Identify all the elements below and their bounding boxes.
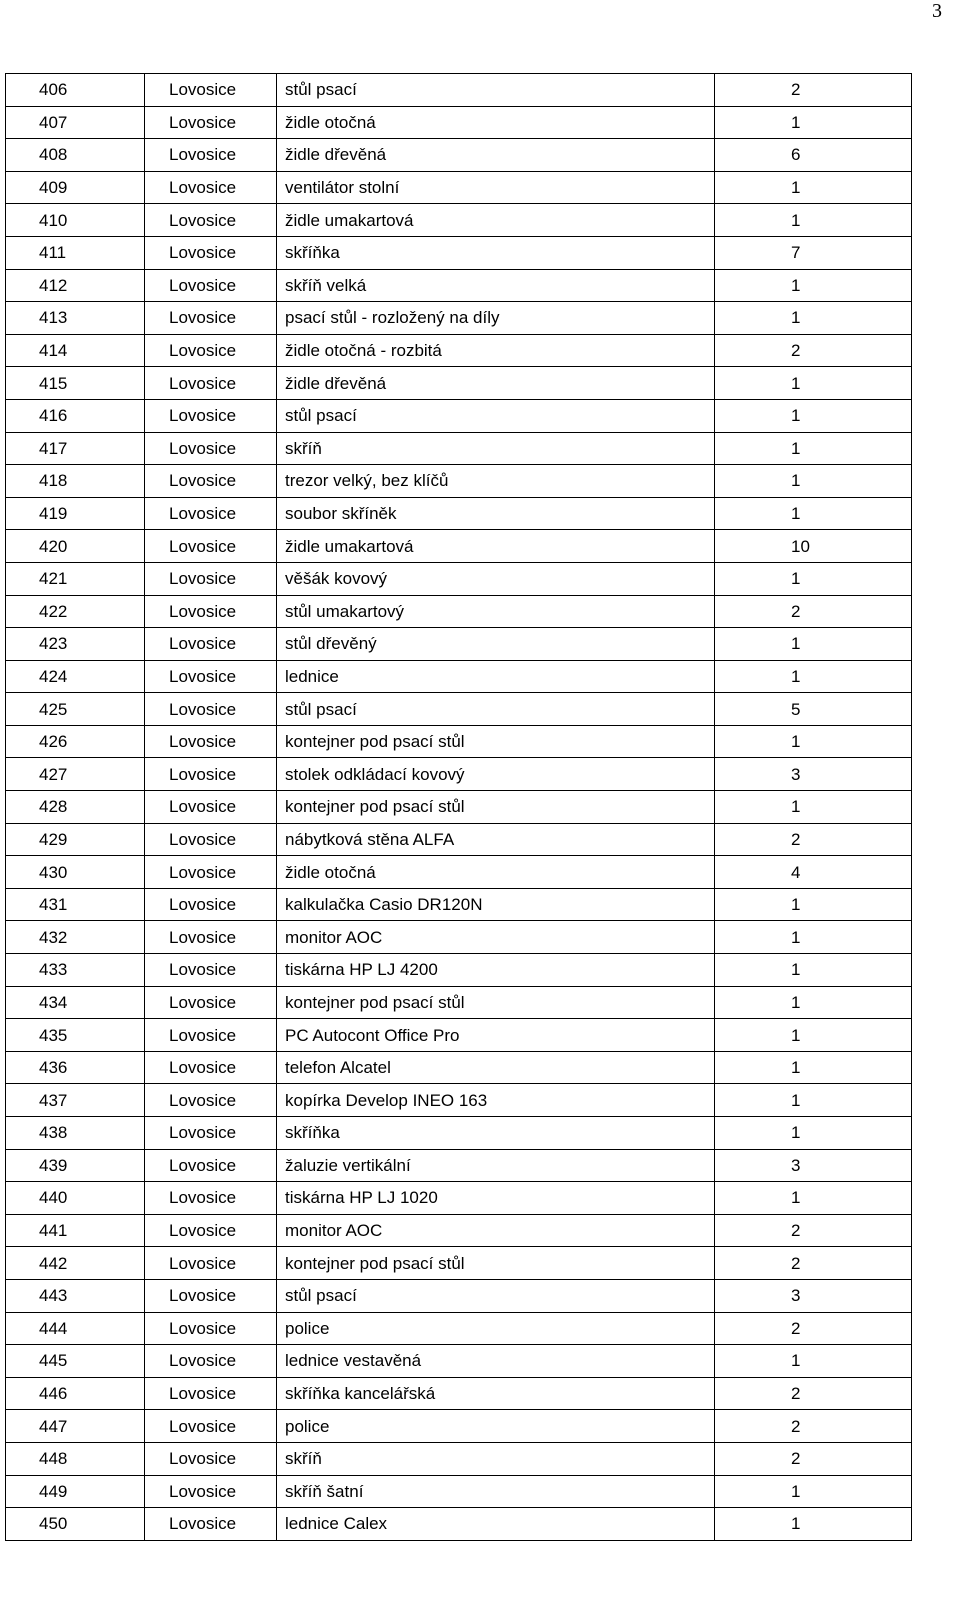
- quantity-cell: 1: [715, 954, 912, 987]
- inventory-number-cell: 437: [6, 1084, 145, 1117]
- location-cell: Lovosice: [145, 758, 277, 791]
- inventory-number-cell: 406: [6, 74, 145, 107]
- quantity-cell: 1: [715, 1084, 912, 1117]
- table-row: [6, 1279, 912, 1312]
- table-row: [6, 269, 912, 302]
- table-row: [6, 1312, 912, 1345]
- location-cell: Lovosice: [145, 1410, 277, 1443]
- item-name-cell: kopírka Develop INEO 163: [277, 1084, 715, 1117]
- inventory-number-cell: 428: [6, 791, 145, 824]
- table-row: [6, 465, 912, 498]
- item-name-cell: skříň šatní: [277, 1475, 715, 1508]
- item-name-cell: stůl umakartový: [277, 595, 715, 628]
- inventory-number-cell: 432: [6, 921, 145, 954]
- quantity-cell: 3: [715, 1279, 912, 1312]
- table-row: [6, 204, 912, 237]
- item-name-cell: nábytková stěna ALFA: [277, 823, 715, 856]
- table-row: [6, 725, 912, 758]
- inventory-number-cell: 446: [6, 1377, 145, 1410]
- location-cell: Lovosice: [145, 465, 277, 498]
- location-cell: Lovosice: [145, 595, 277, 628]
- location-cell: Lovosice: [145, 1019, 277, 1052]
- location-cell: Lovosice: [145, 1247, 277, 1280]
- location-cell: Lovosice: [145, 725, 277, 758]
- quantity-cell: 1: [715, 791, 912, 824]
- location-cell: Lovosice: [145, 562, 277, 595]
- inventory-number-cell: 409: [6, 171, 145, 204]
- quantity-cell: 2: [715, 334, 912, 367]
- inventory-number-cell: 417: [6, 432, 145, 465]
- location-cell: Lovosice: [145, 204, 277, 237]
- quantity-cell: 2: [715, 1410, 912, 1443]
- table-row: [6, 1247, 912, 1280]
- inventory-number-cell: 448: [6, 1442, 145, 1475]
- location-cell: Lovosice: [145, 74, 277, 107]
- table-row: [6, 1182, 912, 1215]
- quantity-cell: 1: [715, 106, 912, 139]
- item-name-cell: ventilátor stolní: [277, 171, 715, 204]
- item-name-cell: skříň velká: [277, 269, 715, 302]
- inventory-number-cell: 440: [6, 1182, 145, 1215]
- location-cell: Lovosice: [145, 530, 277, 563]
- quantity-cell: 2: [715, 595, 912, 628]
- item-name-cell: monitor AOC: [277, 921, 715, 954]
- item-name-cell: police: [277, 1312, 715, 1345]
- table-row: [6, 530, 912, 563]
- item-name-cell: tiskárna HP LJ 4200: [277, 954, 715, 987]
- location-cell: Lovosice: [145, 1214, 277, 1247]
- table-row: [6, 1019, 912, 1052]
- location-cell: Lovosice: [145, 1508, 277, 1541]
- table-row: [6, 693, 912, 726]
- location-cell: Lovosice: [145, 1475, 277, 1508]
- table-row: [6, 921, 912, 954]
- table-row: [6, 171, 912, 204]
- inventory-number-cell: 412: [6, 269, 145, 302]
- item-name-cell: židle umakartová: [277, 204, 715, 237]
- quantity-cell: 1: [715, 432, 912, 465]
- inventory-number-cell: 434: [6, 986, 145, 1019]
- location-cell: Lovosice: [145, 1442, 277, 1475]
- location-cell: Lovosice: [145, 367, 277, 400]
- quantity-cell: 2: [715, 823, 912, 856]
- item-name-cell: kontejner pod psací stůl: [277, 791, 715, 824]
- item-name-cell: psací stůl - rozložený na díly: [277, 302, 715, 335]
- location-cell: Lovosice: [145, 791, 277, 824]
- quantity-cell: 4: [715, 856, 912, 889]
- table-row: [6, 986, 912, 1019]
- inventory-number-cell: 408: [6, 139, 145, 172]
- inventory-number-cell: 444: [6, 1312, 145, 1345]
- location-cell: Lovosice: [145, 139, 277, 172]
- inventory-number-cell: 424: [6, 660, 145, 693]
- inventory-number-cell: 418: [6, 465, 145, 498]
- quantity-cell: 2: [715, 1312, 912, 1345]
- quantity-cell: 1: [715, 171, 912, 204]
- table-row: [6, 1149, 912, 1182]
- inventory-number-cell: 426: [6, 725, 145, 758]
- inventory-number-cell: 429: [6, 823, 145, 856]
- location-cell: Lovosice: [145, 954, 277, 987]
- quantity-cell: 1: [715, 921, 912, 954]
- location-cell: Lovosice: [145, 1084, 277, 1117]
- inventory-number-cell: 419: [6, 497, 145, 530]
- quantity-cell: 1: [715, 562, 912, 595]
- quantity-cell: 1: [715, 269, 912, 302]
- quantity-cell: 1: [715, 302, 912, 335]
- table-row: [6, 497, 912, 530]
- table-row: [6, 791, 912, 824]
- inventory-number-cell: 447: [6, 1410, 145, 1443]
- quantity-cell: 1: [715, 367, 912, 400]
- table-row: [6, 628, 912, 661]
- item-name-cell: kontejner pod psací stůl: [277, 986, 715, 1019]
- item-name-cell: skříňka: [277, 1117, 715, 1150]
- item-name-cell: trezor velký, bez klíčů: [277, 465, 715, 498]
- inventory-number-cell: 433: [6, 954, 145, 987]
- quantity-cell: 1: [715, 1508, 912, 1541]
- location-cell: Lovosice: [145, 1345, 277, 1378]
- quantity-cell: 1: [715, 497, 912, 530]
- location-cell: Lovosice: [145, 269, 277, 302]
- quantity-cell: 7: [715, 236, 912, 269]
- inventory-number-cell: 438: [6, 1117, 145, 1150]
- location-cell: Lovosice: [145, 1377, 277, 1410]
- item-name-cell: židle otočná: [277, 106, 715, 139]
- location-cell: Lovosice: [145, 693, 277, 726]
- location-cell: Lovosice: [145, 628, 277, 661]
- inventory-number-cell: 422: [6, 595, 145, 628]
- item-name-cell: stůl psací: [277, 399, 715, 432]
- quantity-cell: 1: [715, 1345, 912, 1378]
- item-name-cell: kontejner pod psací stůl: [277, 725, 715, 758]
- location-cell: Lovosice: [145, 171, 277, 204]
- item-name-cell: židle dřevěná: [277, 367, 715, 400]
- quantity-cell: 5: [715, 693, 912, 726]
- quantity-cell: 1: [715, 1182, 912, 1215]
- table-row: [6, 334, 912, 367]
- table-row: [6, 1475, 912, 1508]
- table-row: [6, 758, 912, 791]
- inventory-number-cell: 443: [6, 1279, 145, 1312]
- item-name-cell: monitor AOC: [277, 1214, 715, 1247]
- table-row: [6, 1084, 912, 1117]
- inventory-number-cell: 423: [6, 628, 145, 661]
- item-name-cell: stůl dřevěný: [277, 628, 715, 661]
- inventory-number-cell: 407: [6, 106, 145, 139]
- table-row: [6, 1051, 912, 1084]
- location-cell: Lovosice: [145, 106, 277, 139]
- item-name-cell: telefon Alcatel: [277, 1051, 715, 1084]
- table-row: [6, 139, 912, 172]
- table-row: [6, 1508, 912, 1541]
- location-cell: Lovosice: [145, 302, 277, 335]
- table-row: [6, 1345, 912, 1378]
- table-row: [6, 302, 912, 335]
- table-row: [6, 888, 912, 921]
- item-name-cell: stolek odkládací kovový: [277, 758, 715, 791]
- inventory-number-cell: 439: [6, 1149, 145, 1182]
- item-name-cell: židle dřevěná: [277, 139, 715, 172]
- inventory-number-cell: 420: [6, 530, 145, 563]
- table-row: [6, 1377, 912, 1410]
- item-name-cell: kontejner pod psací stůl: [277, 1247, 715, 1280]
- inventory-number-cell: 414: [6, 334, 145, 367]
- item-name-cell: stůl psací: [277, 693, 715, 726]
- item-name-cell: lednice Calex: [277, 1508, 715, 1541]
- inventory-number-cell: 416: [6, 399, 145, 432]
- quantity-cell: 10: [715, 530, 912, 563]
- inventory-number-cell: 411: [6, 236, 145, 269]
- location-cell: Lovosice: [145, 823, 277, 856]
- table-row: [6, 399, 912, 432]
- item-name-cell: židle otočná: [277, 856, 715, 889]
- item-name-cell: lednice: [277, 660, 715, 693]
- quantity-cell: 1: [715, 888, 912, 921]
- quantity-cell: 2: [715, 1214, 912, 1247]
- quantity-cell: 6: [715, 139, 912, 172]
- quantity-cell: 1: [715, 399, 912, 432]
- inventory-number-cell: 450: [6, 1508, 145, 1541]
- quantity-cell: 1: [715, 628, 912, 661]
- item-name-cell: židle otočná - rozbitá: [277, 334, 715, 367]
- inventory-number-cell: 425: [6, 693, 145, 726]
- table-row: [6, 106, 912, 139]
- location-cell: Lovosice: [145, 888, 277, 921]
- inventory-number-cell: 427: [6, 758, 145, 791]
- item-name-cell: tiskárna HP LJ 1020: [277, 1182, 715, 1215]
- table-row: [6, 856, 912, 889]
- location-cell: Lovosice: [145, 1312, 277, 1345]
- table-row: [6, 823, 912, 856]
- item-name-cell: stůl psací: [277, 1279, 715, 1312]
- item-name-cell: věšák kovový: [277, 562, 715, 595]
- quantity-cell: 2: [715, 1247, 912, 1280]
- table-row: [6, 367, 912, 400]
- quantity-cell: 1: [715, 204, 912, 237]
- table-row: [6, 1214, 912, 1247]
- location-cell: Lovosice: [145, 1279, 277, 1312]
- quantity-cell: 2: [715, 1442, 912, 1475]
- quantity-cell: 2: [715, 74, 912, 107]
- location-cell: Lovosice: [145, 236, 277, 269]
- item-name-cell: police: [277, 1410, 715, 1443]
- inventory-number-cell: 436: [6, 1051, 145, 1084]
- quantity-cell: 1: [715, 465, 912, 498]
- location-cell: Lovosice: [145, 1182, 277, 1215]
- item-name-cell: soubor skříněk: [277, 497, 715, 530]
- quantity-cell: 1: [715, 1117, 912, 1150]
- item-name-cell: žaluzie vertikální: [277, 1149, 715, 1182]
- location-cell: Lovosice: [145, 399, 277, 432]
- inventory-table-body: [6, 74, 912, 1541]
- location-cell: Lovosice: [145, 432, 277, 465]
- item-name-cell: skříň: [277, 432, 715, 465]
- inventory-number-cell: 413: [6, 302, 145, 335]
- quantity-cell: 1: [715, 1019, 912, 1052]
- quantity-cell: 1: [715, 1051, 912, 1084]
- quantity-cell: 1: [715, 1475, 912, 1508]
- item-name-cell: stůl psací: [277, 74, 715, 107]
- table-row: [6, 1442, 912, 1475]
- item-name-cell: kalkulačka Casio DR120N: [277, 888, 715, 921]
- table-row: [6, 236, 912, 269]
- quantity-cell: 1: [715, 660, 912, 693]
- item-name-cell: židle umakartová: [277, 530, 715, 563]
- item-name-cell: skříňka: [277, 236, 715, 269]
- quantity-cell: 1: [715, 725, 912, 758]
- page-number: 3: [932, 0, 942, 22]
- inventory-number-cell: 442: [6, 1247, 145, 1280]
- quantity-cell: 3: [715, 758, 912, 791]
- inventory-number-cell: 445: [6, 1345, 145, 1378]
- inventory-number-cell: 431: [6, 888, 145, 921]
- inventory-number-cell: 415: [6, 367, 145, 400]
- location-cell: Lovosice: [145, 660, 277, 693]
- item-name-cell: lednice vestavěná: [277, 1345, 715, 1378]
- inventory-number-cell: 435: [6, 1019, 145, 1052]
- location-cell: Lovosice: [145, 334, 277, 367]
- location-cell: Lovosice: [145, 1051, 277, 1084]
- table-row: [6, 595, 912, 628]
- location-cell: Lovosice: [145, 1149, 277, 1182]
- quantity-cell: 1: [715, 986, 912, 1019]
- inventory-number-cell: 410: [6, 204, 145, 237]
- location-cell: Lovosice: [145, 921, 277, 954]
- location-cell: Lovosice: [145, 856, 277, 889]
- inventory-number-cell: 430: [6, 856, 145, 889]
- table-row: [6, 1117, 912, 1150]
- table-row: [6, 74, 912, 107]
- table-row: [6, 562, 912, 595]
- location-cell: Lovosice: [145, 497, 277, 530]
- inventory-table: [5, 73, 912, 1541]
- quantity-cell: 3: [715, 1149, 912, 1182]
- table-row: [6, 954, 912, 987]
- item-name-cell: skříň: [277, 1442, 715, 1475]
- inventory-number-cell: 449: [6, 1475, 145, 1508]
- quantity-cell: 2: [715, 1377, 912, 1410]
- item-name-cell: skříňka kancelářská: [277, 1377, 715, 1410]
- location-cell: Lovosice: [145, 986, 277, 1019]
- inventory-number-cell: 421: [6, 562, 145, 595]
- inventory-number-cell: 441: [6, 1214, 145, 1247]
- table-row: [6, 1410, 912, 1443]
- table-row: [6, 432, 912, 465]
- item-name-cell: PC Autocont Office Pro: [277, 1019, 715, 1052]
- location-cell: Lovosice: [145, 1117, 277, 1150]
- table-row: [6, 660, 912, 693]
